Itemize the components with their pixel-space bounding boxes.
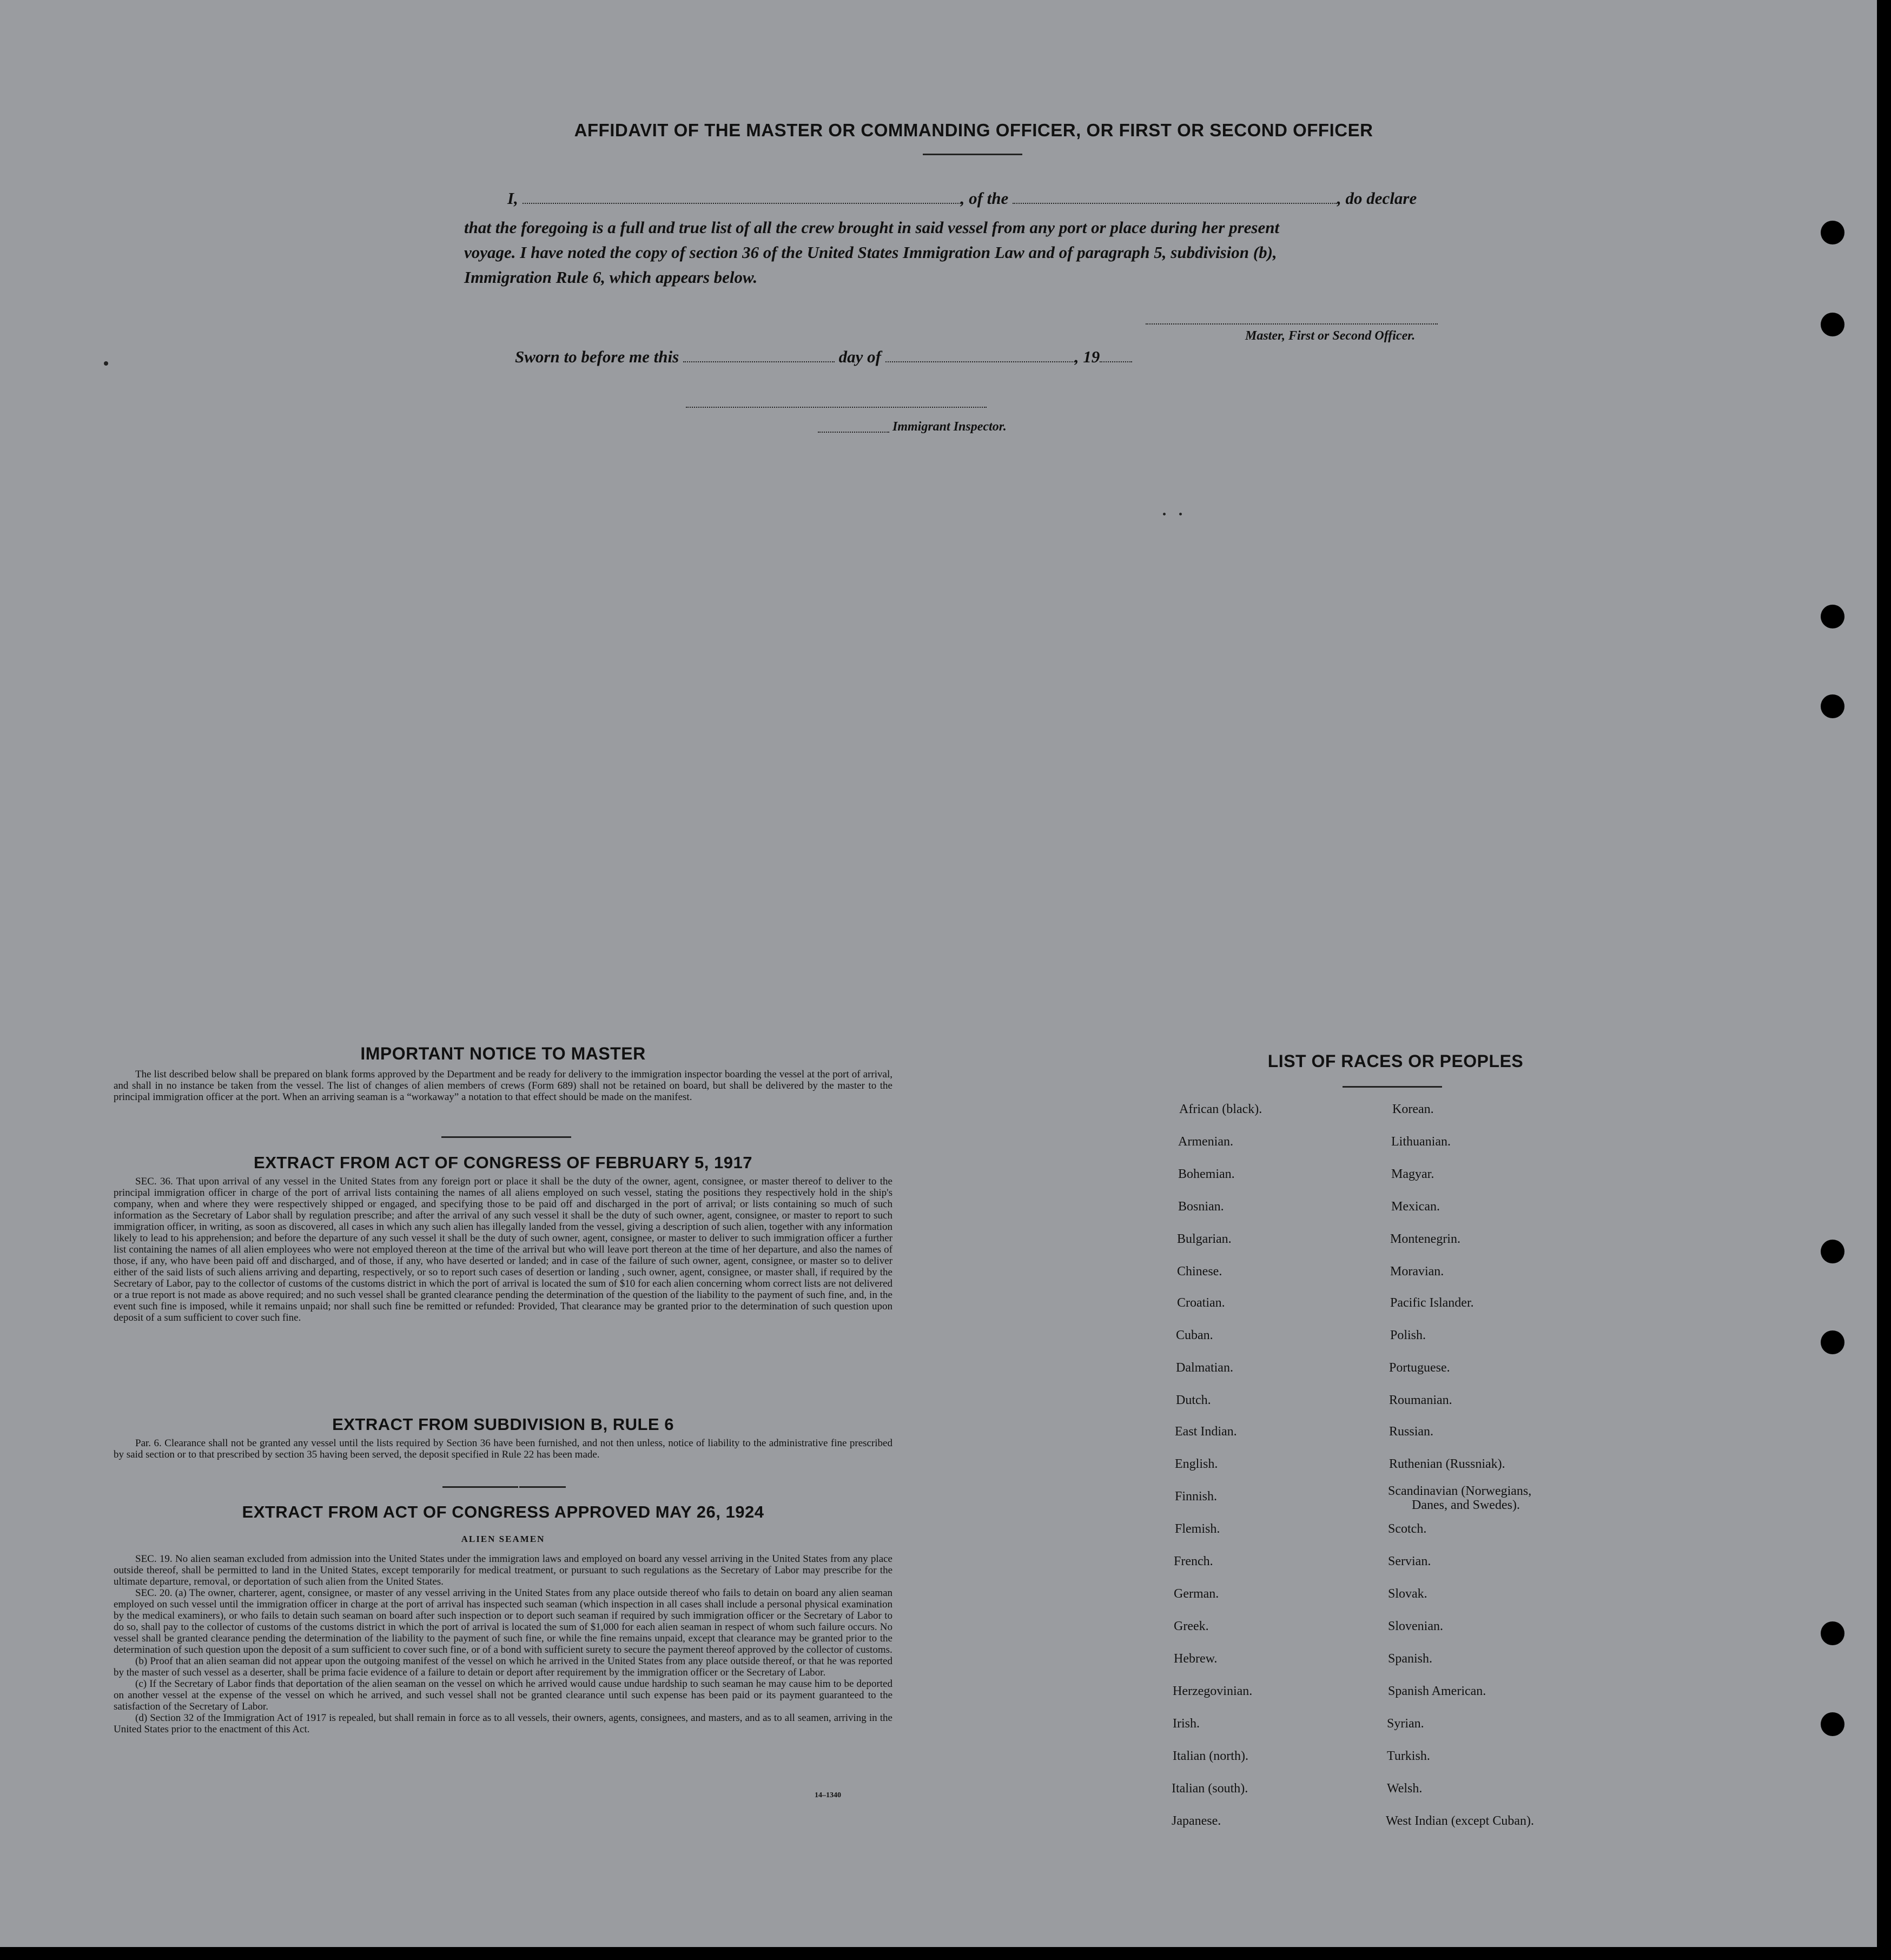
- sec-20a-paragraph: SEC. 20. (a) The owner, charterer, agent, consignee, or master of any vessel arriving in the United States from any place outside thereof who fails to detain on board any alien seaman employed on such vessel until the immigration officer in charge at the port of arrival has inspected such seaman (which inspection in all cases shall include a personal physical examination by the medical examiners), or who fails to detain such seaman on board after such inspection or to deport such seaman if required by such immigration officer or the Secretary of Labor to do so, shall pay to the collector of customs of the customs district in which the port of arrival is located the sum of $1,000 for each alien seaman in respect of whom such failure occurs. No vessel shall be granted clearance pending the determination of the liability to the payment of such fine, or while the fine remains unpaid, except that clearance may be granted prior to the determination of such question upon the deposit of a sum sufficient to cover such fine, or of a bond with sufficient surety to secure the payment thereof approved by the collector of customs.: [114, 1587, 892, 1656]
- extract-1924-title: EXTRACT FROM ACT OF CONGRESS APPROVED MAY 26, 1924: [242, 1502, 764, 1521]
- section-rule: [519, 1486, 566, 1488]
- punch-hole: [1821, 694, 1844, 718]
- race-item: Korean.: [1392, 1102, 1434, 1116]
- race-item: Bosnian.: [1178, 1200, 1224, 1214]
- sec-19-paragraph: SEC. 19. No alien seaman excluded from admission into the United States under the immigration laws and employed on board any vessel arriving in the United States from any place outside thereof, shall be permitted to land in the United States, except temporarily for medical treatment, or pursuant to such regulations as the Secretary of Labor may prescribe for the ultimate departure, removal, or deportation of such alien from the United States.: [114, 1553, 892, 1587]
- races-title: LIST OF RACES OR PEOPLES: [1267, 1051, 1524, 1071]
- section-rule: [442, 1486, 518, 1488]
- inspector-line-lead: [818, 432, 889, 433]
- extract-1917-title: EXTRACT FROM ACT OF CONGRESS OF FEBRUARY 5, 1917: [254, 1153, 752, 1172]
- sworn-month-blank[interactable]: [885, 349, 1075, 362]
- affidavit-line-3: voyage. I have noted the copy of section 36 of the United States Immigration Law and of paragraph 5, subdivision (b),: [464, 243, 1277, 262]
- race-item: Cuban.: [1176, 1328, 1213, 1342]
- rule6-paragraph: Par. 6. Clearance shall not be granted any vessel until the lists required by Section 36 have been furnished, and not then unless, notice of liability to the administrative fine prescribed by said section or to that prescribed by section 35 having been served, the deposit specified in Rule 22 has been made.: [114, 1438, 892, 1460]
- notice-body: [114, 1069, 892, 1103]
- form-number: 14–1340: [815, 1791, 841, 1799]
- race-item: Chinese.: [1177, 1264, 1222, 1279]
- sworn-day-of: day of: [838, 347, 881, 366]
- inspector-caption: Immigrant Inspector.: [892, 420, 1007, 434]
- race-item: Irish.: [1173, 1717, 1200, 1731]
- race-item: Spanish.: [1388, 1652, 1433, 1666]
- race-item: Danes, and Swedes).: [1412, 1498, 1520, 1512]
- race-item: Japanese.: [1172, 1814, 1221, 1828]
- race-item: Magyar.: [1391, 1167, 1434, 1181]
- vessel-blank[interactable]: [1013, 191, 1337, 204]
- affidavit-declare: , do declare: [1337, 189, 1417, 208]
- race-item: Hebrew.: [1174, 1652, 1218, 1666]
- notice-paragraph: The list described below shall be prepared on blank forms approved by the Department and be ready for delivery to the immigration inspector boarding the vessel at the port of arrival, and shall in no instance be taken from the vessel. The list of changes of alien members of crews (Form 689) shall not be retained on board, but shall be delivered by the master to the principal immigration officer at the port. When an arriving seaman is a “workaway” a notation to that effect should be made on the manifest.: [114, 1069, 892, 1103]
- race-item: Croatian.: [1177, 1296, 1225, 1310]
- race-item: Finnish.: [1175, 1489, 1218, 1504]
- race-item: Slovenian.: [1388, 1619, 1443, 1633]
- sworn-year-label: , 19: [1074, 347, 1100, 366]
- affidavit-title: AFFIDAVIT OF THE MASTER OR COMMANDING OFFICER, OR FIRST OR SECOND OFFICER: [574, 120, 1373, 140]
- paper-speck: [104, 361, 108, 366]
- race-item: Armenian.: [1178, 1135, 1233, 1149]
- race-item: Servian.: [1388, 1554, 1431, 1568]
- extract-1924-body: [114, 1553, 892, 1735]
- race-item: English.: [1175, 1457, 1218, 1471]
- race-item: Polish.: [1390, 1328, 1426, 1342]
- punch-hole: [1821, 221, 1844, 244]
- race-item: Ruthenian (Russniak).: [1389, 1457, 1505, 1471]
- sec-20c-paragraph: (c) If the Secretary of Labor finds that deportation of the alien seaman on the vessel on which he arrived would cause undue hardship to such seaman he may cause him to be deported on another vessel at the expense of the vessel on which he arrived, and such vessel shall not be granted clearance until such expense has been paid or its payment guaranteed to the satisfaction of the Secretary of Labor.: [114, 1678, 892, 1712]
- affidavit-i: I,: [507, 189, 518, 208]
- name-blank[interactable]: [523, 191, 961, 204]
- race-item: German.: [1174, 1587, 1219, 1601]
- races-title-rule: [1343, 1086, 1442, 1088]
- signature-caption: Master, First or Second Officer.: [1245, 329, 1416, 343]
- race-item: Bohemian.: [1178, 1167, 1235, 1181]
- race-item: Moravian.: [1390, 1264, 1444, 1279]
- sec-20b-paragraph: (b) Proof that an alien seaman did not appear upon the outgoing manifest of the vessel on which he arrived in the United States from any place outside thereof, or that he was reported by the master of such vessel as a deserter, shall be prima facie evidence of a failure to detain or deport after requirement by the immigration officer or the Secretary of Labor.: [114, 1656, 892, 1678]
- alien-seamen-subtitle: ALIEN SEAMEN: [461, 1534, 545, 1544]
- sworn-day-blank[interactable]: [683, 349, 835, 362]
- affidavit-line-4: Immigration Rule 6, which appears below.: [464, 268, 758, 287]
- signature-line[interactable]: [1146, 323, 1438, 325]
- race-item: Welsh.: [1387, 1782, 1423, 1796]
- race-item: Dutch.: [1176, 1393, 1211, 1407]
- affidavit-of-the: , of the: [960, 189, 1009, 208]
- race-item: Italian (north).: [1173, 1749, 1248, 1763]
- race-item: Slovak.: [1388, 1587, 1427, 1601]
- race-item: Lithuanian.: [1391, 1135, 1451, 1149]
- race-item: Dalmatian.: [1176, 1361, 1233, 1375]
- punch-hole: [1821, 1712, 1844, 1736]
- race-item: Syrian.: [1387, 1717, 1424, 1731]
- race-item: Russian.: [1389, 1425, 1434, 1439]
- race-item: West Indian (except Cuban).: [1386, 1814, 1534, 1828]
- notice-title: IMPORTANT NOTICE TO MASTER: [360, 1044, 646, 1063]
- inspector-line[interactable]: [686, 407, 987, 408]
- race-item: Pacific Islander.: [1390, 1296, 1474, 1310]
- section-36-paragraph: SEC. 36. That upon arrival of any vessel in the United States from any foreign port or place it shall be the duty of the owner, agent, consignee, or master thereof to deliver to the principal immigration officer in charge of the port of arrival lists containing the names of all aliens employed on such vessel, stating the positions they respectively hold in the ship's company, when and where they were respectively shipped or engaged, and specifying those to be paid off and discharged in the port of arrival; or lists containing so much of such information as the Secretary of Labor shall by regulation prescribe; and after the arrival of any such vessel it shall be the duty of such owner, agent, consignee, or master to report to such immigration officer, in writing, as soon as discovered, all cases in which any such alien has illegally landed from the vessel, giving a description of such alien, together with any information likely to lead to his apprehension; and before the departure of any such vessel it shall be the duty of such owner, agent, consignee, or master to deliver to such immigration officer a further list containing the names of all alien employees who were not employed thereon at the time of the arrival but who will leave port thereon at the time of her departure, and also the names of those, if any, who have been paid off and discharged, and of those, if any, who have deserted or landed; and in case of the failure of such owner, agent, consignee, or master so to deliver either of the said lists of such aliens arriving and departing, respectively, or so to report such cases of desertion or landing , such owner, agent, consignee, or master shall, if required by the Secretary of Labor, pay to the collector of customs of the customs district in which the port of arrival is located the sum of $10 for each alien concerning whom correct lists are not delivered or a true report is not made as above required; and no such vessel shall be granted clearance pending the determination of the question of the liability to the payment of such fine, and, in the event such fine is imposed, while it remains unpaid; nor shall such fine be remitted or refunded: Provided, That clearance may be granted prior to the determination of such question upon deposit of a sum sufficient to cover such fine.: [114, 1176, 892, 1323]
- race-item: Portuguese.: [1389, 1361, 1450, 1375]
- affidavit-line-2: that the foregoing is a full and true list of all the crew brought in said vessel from any port or place during her present: [464, 218, 1280, 237]
- race-item: Italian (south).: [1172, 1782, 1248, 1796]
- race-item: Bulgarian.: [1177, 1232, 1232, 1246]
- race-item: Mexican.: [1391, 1200, 1440, 1214]
- extract-rule6-body: [114, 1438, 892, 1460]
- race-item: Spanish American.: [1388, 1684, 1486, 1698]
- race-item: Herzegovinian.: [1173, 1684, 1253, 1698]
- race-item: Turkish.: [1387, 1749, 1430, 1763]
- paper-speck: [1179, 513, 1182, 515]
- race-item: Montenegrin.: [1390, 1232, 1460, 1246]
- race-item: African (black).: [1179, 1102, 1262, 1116]
- extract-rule6-title: EXTRACT FROM SUBDIVISION B, RULE 6: [332, 1415, 674, 1434]
- race-item: Greek.: [1174, 1619, 1209, 1633]
- title-rule: [923, 154, 1022, 155]
- race-item: Scotch.: [1388, 1522, 1427, 1536]
- section-rule: [441, 1136, 571, 1138]
- extract-1917-body: [114, 1176, 892, 1323]
- punch-hole: [1821, 1621, 1844, 1645]
- race-item: Scandinavian (Norwegians,: [1388, 1484, 1532, 1498]
- race-item: Flemish.: [1175, 1522, 1220, 1536]
- punch-hole: [1821, 605, 1844, 628]
- punch-hole: [1821, 1330, 1844, 1354]
- punch-hole: [1821, 1240, 1844, 1263]
- race-item: French.: [1174, 1554, 1213, 1568]
- race-item: East Indian.: [1175, 1425, 1237, 1439]
- affidavit-line-1: [507, 187, 1492, 210]
- sworn-year-blank[interactable]: [1100, 349, 1132, 362]
- punch-hole: [1821, 313, 1844, 336]
- sworn-line: [515, 345, 1272, 369]
- paper-speck: [1163, 513, 1166, 515]
- sworn-label: Sworn to before me this: [515, 347, 679, 366]
- sec-20d-paragraph: (d) Section 32 of the Immigration Act of 1917 is repealed, but shall remain in force as to all vessels, their owners, agents, consignees, and masters, and as to all seamen, arriving in the United States prior to the enactment of this Act.: [114, 1712, 892, 1735]
- race-item: Roumanian.: [1389, 1393, 1452, 1407]
